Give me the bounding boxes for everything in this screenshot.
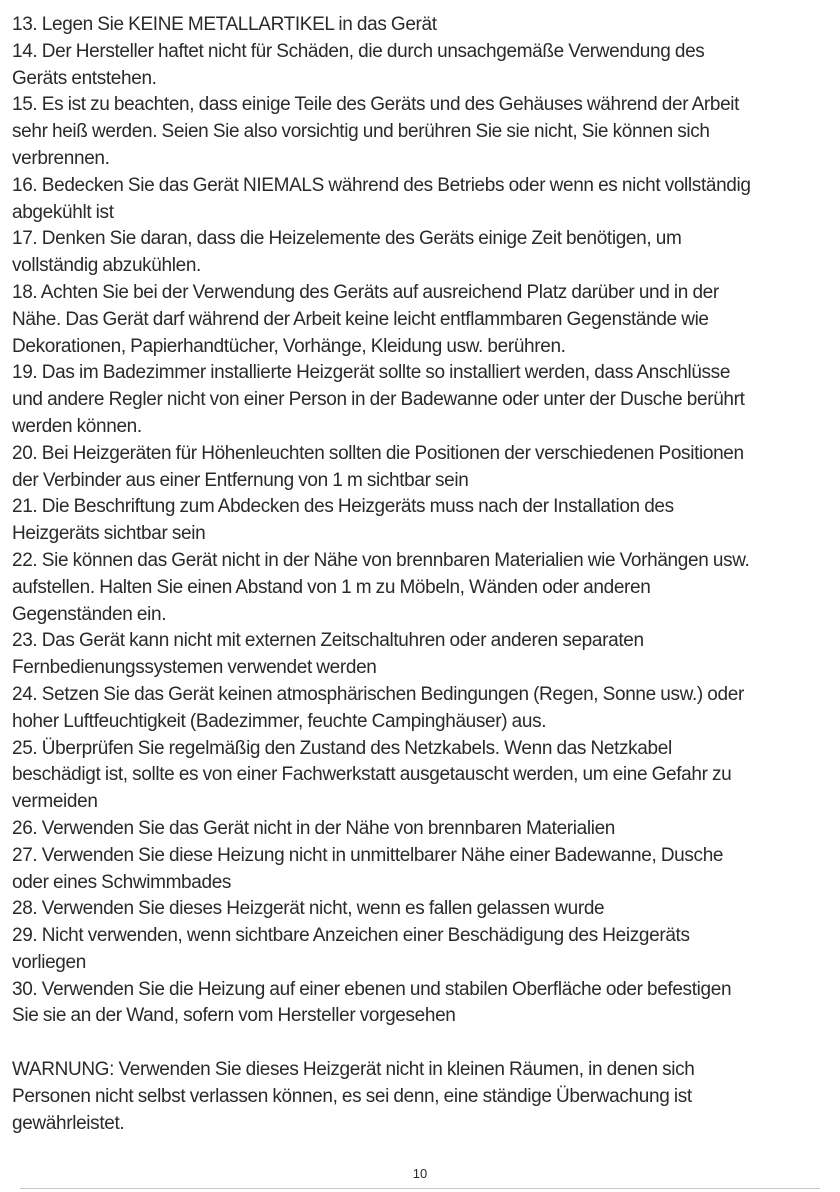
instruction-item-17: 17. Denken Sie daran, dass die Heizelemente des Geräts einige Zeit benötigen, um vollständig abzukühlen. (12, 228, 682, 277)
instruction-item-21: 21. Die Beschriftung zum Abdecken des Heizgeräts muss nach der Installation des Heizgeräts sichtbar sein (12, 496, 674, 545)
instruction-item-24: 24. Setzen Sie das Gerät keinen atmosphärischen Bedingungen (Regen, Sonne usw.) oder hoher Luftfeuchtigkeit (Badezimmer, feuchte Campinghäuser) aus. (12, 683, 744, 732)
instruction-item-16: 16. Bedecken Sie das Gerät NIEMALS während des Betriebs oder wenn es nicht vollständig abgekühlt ist (12, 174, 751, 223)
instruction-item-13: 13. Legen Sie KEINE METALLARTIKEL in das Gerät (12, 14, 437, 35)
instruction-item-30: 30. Verwenden Sie die Heizung auf einer ebenen und stabilen Oberfläche oder befestigen Sie sie an der Wand, sofern vom Hersteller vorgesehen (12, 978, 732, 1027)
instruction-item-19: 19. Das im Badezimmer installierte Heizgerät sollte so installiert werden, dass Anschlüsse und andere Regler nicht von einer Person in der Badewanne oder unter der Dusche berührt werden können. (12, 362, 745, 437)
instruction-item-26: 26. Verwenden Sie das Gerät nicht in der Nähe von brennbaren Materialien (12, 817, 616, 839)
document-page (12, 12, 834, 1137)
instruction-item-20: 20. Bei Heizgeräten für Höhenleuchten sollten die Positionen der verschiedenen Positionen der Verbinder aus einer Entfernung von 1 m sichtbar sein (12, 442, 744, 491)
instruction-item-23: 23. Das Gerät kann nicht mit externen Zeitschaltuhren oder anderen separaten Fernbedienungssystemen verwendet werden (12, 630, 644, 679)
instruction-item-29: 29. Nicht verwenden, wenn sichtbare Anzeichen einer Beschädigung des Heizgeräts vorliegen (12, 925, 690, 973)
paragraph-gap (12, 1030, 834, 1057)
instruction-item-27: 27. Verwenden Sie diese Heizung nicht in unmittelbarer Nähe einer Badewanne, Dusche oder eines Schwimmbades (12, 844, 724, 893)
bottom-divider (20, 1188, 820, 1189)
page-number: 10 (412, 1166, 428, 1181)
instruction-item-25: 25. Überprüfen Sie regelmäßig den Zustand des Netzkabels. Wenn das Netzkabel beschädigt ist, sollte es von einer Fachwerkstatt ausgetauscht werden, um eine Gefahr zu vermeiden (12, 737, 732, 813)
instruction-item-15: 15. Es ist zu beachten, dass einige Teile des Geräts und des Gehäuses während der Arbeit sehr heiß werden. Seien Sie also vorsichtig und berühren Sie sie nicht, Sie können sich verbrennen. (12, 94, 740, 169)
instruction-item-18: 18. Achten Sie bei der Verwendung des Geräts auf ausreichend Platz darüber und in der Nähe. Das Gerät darf während der Arbeit keine leicht entflammbaren Gegenstände wie Dekorationen, Papierhandtücher, Vorhänge, Kleidung usw. berühren. (12, 281, 719, 357)
warning-paragraph: WARNUNG: Verwenden Sie dieses Heizgerät nicht in kleinen Räumen, in denen sich Personen nicht selbst verlassen können, es sei denn, eine ständige Überwachung ist gewährleistet. (12, 1059, 695, 1134)
instruction-item-14: 14. Der Hersteller haftet nicht für Schäden, die durch unsachgemäße Verwendung des Geräts entstehen. (12, 40, 705, 89)
instruction-item-22: 22. Sie können das Gerät nicht in der Nähe von brennbaren Materialien wie Vorhängen usw. aufstellen. Halten Sie einen Abstand von 1 m zu Möbeln, Wänden oder anderen Gegenständen ein. (12, 549, 750, 625)
instruction-item-28: 28. Verwenden Sie dieses Heizgerät nicht, wenn es fallen gelassen wurde (12, 898, 605, 920)
